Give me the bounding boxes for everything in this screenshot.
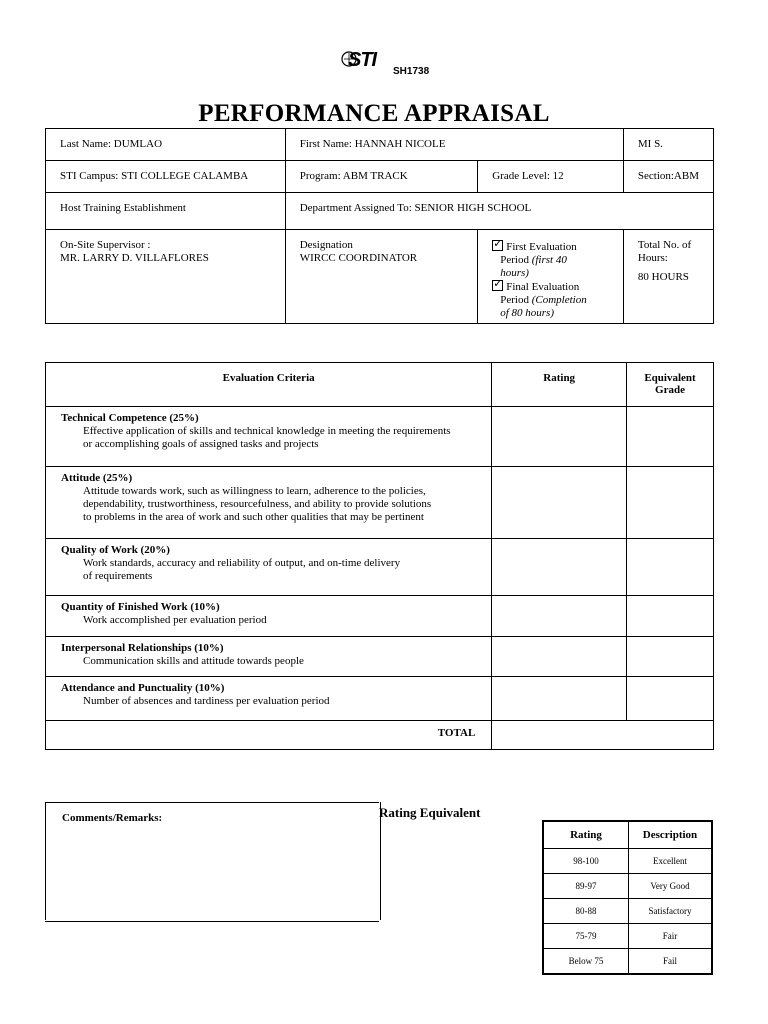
equivalent-cell[interactable]: [627, 677, 714, 721]
equivalent-header: Equivalent Grade: [627, 363, 714, 407]
rating-cell[interactable]: [492, 407, 627, 467]
first-evaluation-checkbox[interactable]: [492, 240, 503, 251]
rating-cell[interactable]: [492, 539, 627, 596]
evaluation-period-cell: ✓First Evaluation Period (first 40 hours) ✓Final Evaluation Period (Completion of 80 hours): [478, 230, 624, 324]
mi-cell: MI S.: [623, 129, 713, 161]
criteria-row-quality: Quality of Work (20%) Work standards, accuracy and reliability of output, and on-time delivery of requirements: [46, 539, 492, 596]
supervisor-name: MR. LARRY D. VILLAFLORES: [60, 252, 209, 264]
total-hours-value: 80 HOURS: [637, 271, 689, 283]
first-evaluation-option[interactable]: ✓First Evaluation: [492, 240, 609, 254]
criteria-header: Evaluation Criteria: [46, 363, 492, 407]
rating-header: Rating: [492, 363, 627, 407]
rating-equivalent-table: [542, 820, 713, 975]
supervisor-label: On-Site Supervisor :: [60, 239, 151, 251]
rating-description: Very Good: [629, 874, 713, 899]
rating-cell[interactable]: [492, 596, 627, 637]
total-hours-cell: Total No. of Hours: 80 HOURS: [623, 230, 713, 324]
rating-description: Fair: [629, 924, 713, 949]
rating-description: Excellent: [629, 849, 713, 874]
description-col-header: Description: [629, 821, 713, 849]
criteria-row-quantity: Quantity of Finished Work (10%) Work accomplished per evaluation period: [46, 596, 492, 637]
rating-range: 89-97: [543, 874, 629, 899]
equivalent-cell[interactable]: [627, 596, 714, 637]
section-cell: Section:ABM: [623, 161, 713, 193]
designation-value: WIRCC COORDINATOR: [299, 252, 418, 264]
grade-level-cell: Grade Level: 12: [478, 161, 624, 193]
total-hours-label: Total No. of: [637, 239, 692, 251]
department-cell: Department Assigned To: SENIOR HIGH SCHOOL: [285, 193, 713, 230]
logo-text: STI: [348, 49, 377, 71]
criteria-row-interpersonal: Interpersonal Relationships (10%) Communication skills and attitude towards people: [46, 637, 492, 677]
evaluation-criteria-table: [45, 362, 714, 750]
program-cell: Program: ABM TRACK: [285, 161, 478, 193]
campus-cell: STI Campus: STI COLLEGE CALAMBA: [46, 161, 286, 193]
rating-cell[interactable]: [492, 637, 627, 677]
form-code: SH1738: [393, 66, 430, 77]
equivalent-cell[interactable]: [627, 637, 714, 677]
equivalent-cell[interactable]: [627, 467, 714, 539]
rating-cell[interactable]: [492, 677, 627, 721]
supervisor-cell: [46, 230, 286, 324]
last-name-cell: Last Name: DUMLAO: [46, 129, 286, 161]
equivalent-cell[interactable]: [627, 539, 714, 596]
total-value-cell[interactable]: [492, 721, 714, 750]
rating-equivalent-title: Rating Equivalent: [379, 805, 481, 820]
rating-cell[interactable]: [492, 467, 627, 539]
designation-label: Designation: [299, 239, 353, 251]
student-info-table: [45, 128, 714, 324]
final-evaluation-checkbox[interactable]: [492, 280, 503, 291]
first-name-cell: First Name: HANNAH NICOLE: [285, 129, 623, 161]
final-evaluation-option[interactable]: ✓Final Evaluation: [492, 280, 609, 294]
criteria-row-attendance: Attendance and Punctuality (10%) Number of absences and tardiness per evaluation period: [46, 677, 492, 721]
rating-description: Fail: [629, 949, 713, 975]
sti-logo: [340, 47, 388, 71]
page-title: PERFORMANCE APPRAISAL: [198, 100, 550, 127]
comments-bottom-border: [45, 921, 379, 922]
criteria-row-technical: Technical Competence (25%) Effective application of skills and technical knowledge in meeting the requirements or accomplishing goals of assigned tasks and projects: [46, 407, 492, 467]
rating-range: 98-100: [543, 849, 629, 874]
rating-col-header: Rating: [543, 821, 629, 849]
comments-label: Comments/Remarks:: [62, 812, 163, 824]
designation-cell: [285, 230, 478, 324]
rating-range: 75-79: [543, 924, 629, 949]
host-cell: Host Training Establishment: [46, 193, 286, 230]
rating-description: Satisfactory: [629, 899, 713, 924]
rating-range: 80-88: [543, 899, 629, 924]
criteria-row-attitude: Attitude (25%) Attitude towards work, such as willingness to learn, adherence to the policies, dependability, trustworthiness, resourcefulness, and ability to provide solutions to problems in the area of work and such other qualities that may be pertinent: [46, 467, 492, 539]
equivalent-cell[interactable]: [627, 407, 714, 467]
total-label: TOTAL: [46, 721, 492, 750]
comments-top-border: [45, 802, 379, 803]
rating-range: Below 75: [543, 949, 629, 975]
